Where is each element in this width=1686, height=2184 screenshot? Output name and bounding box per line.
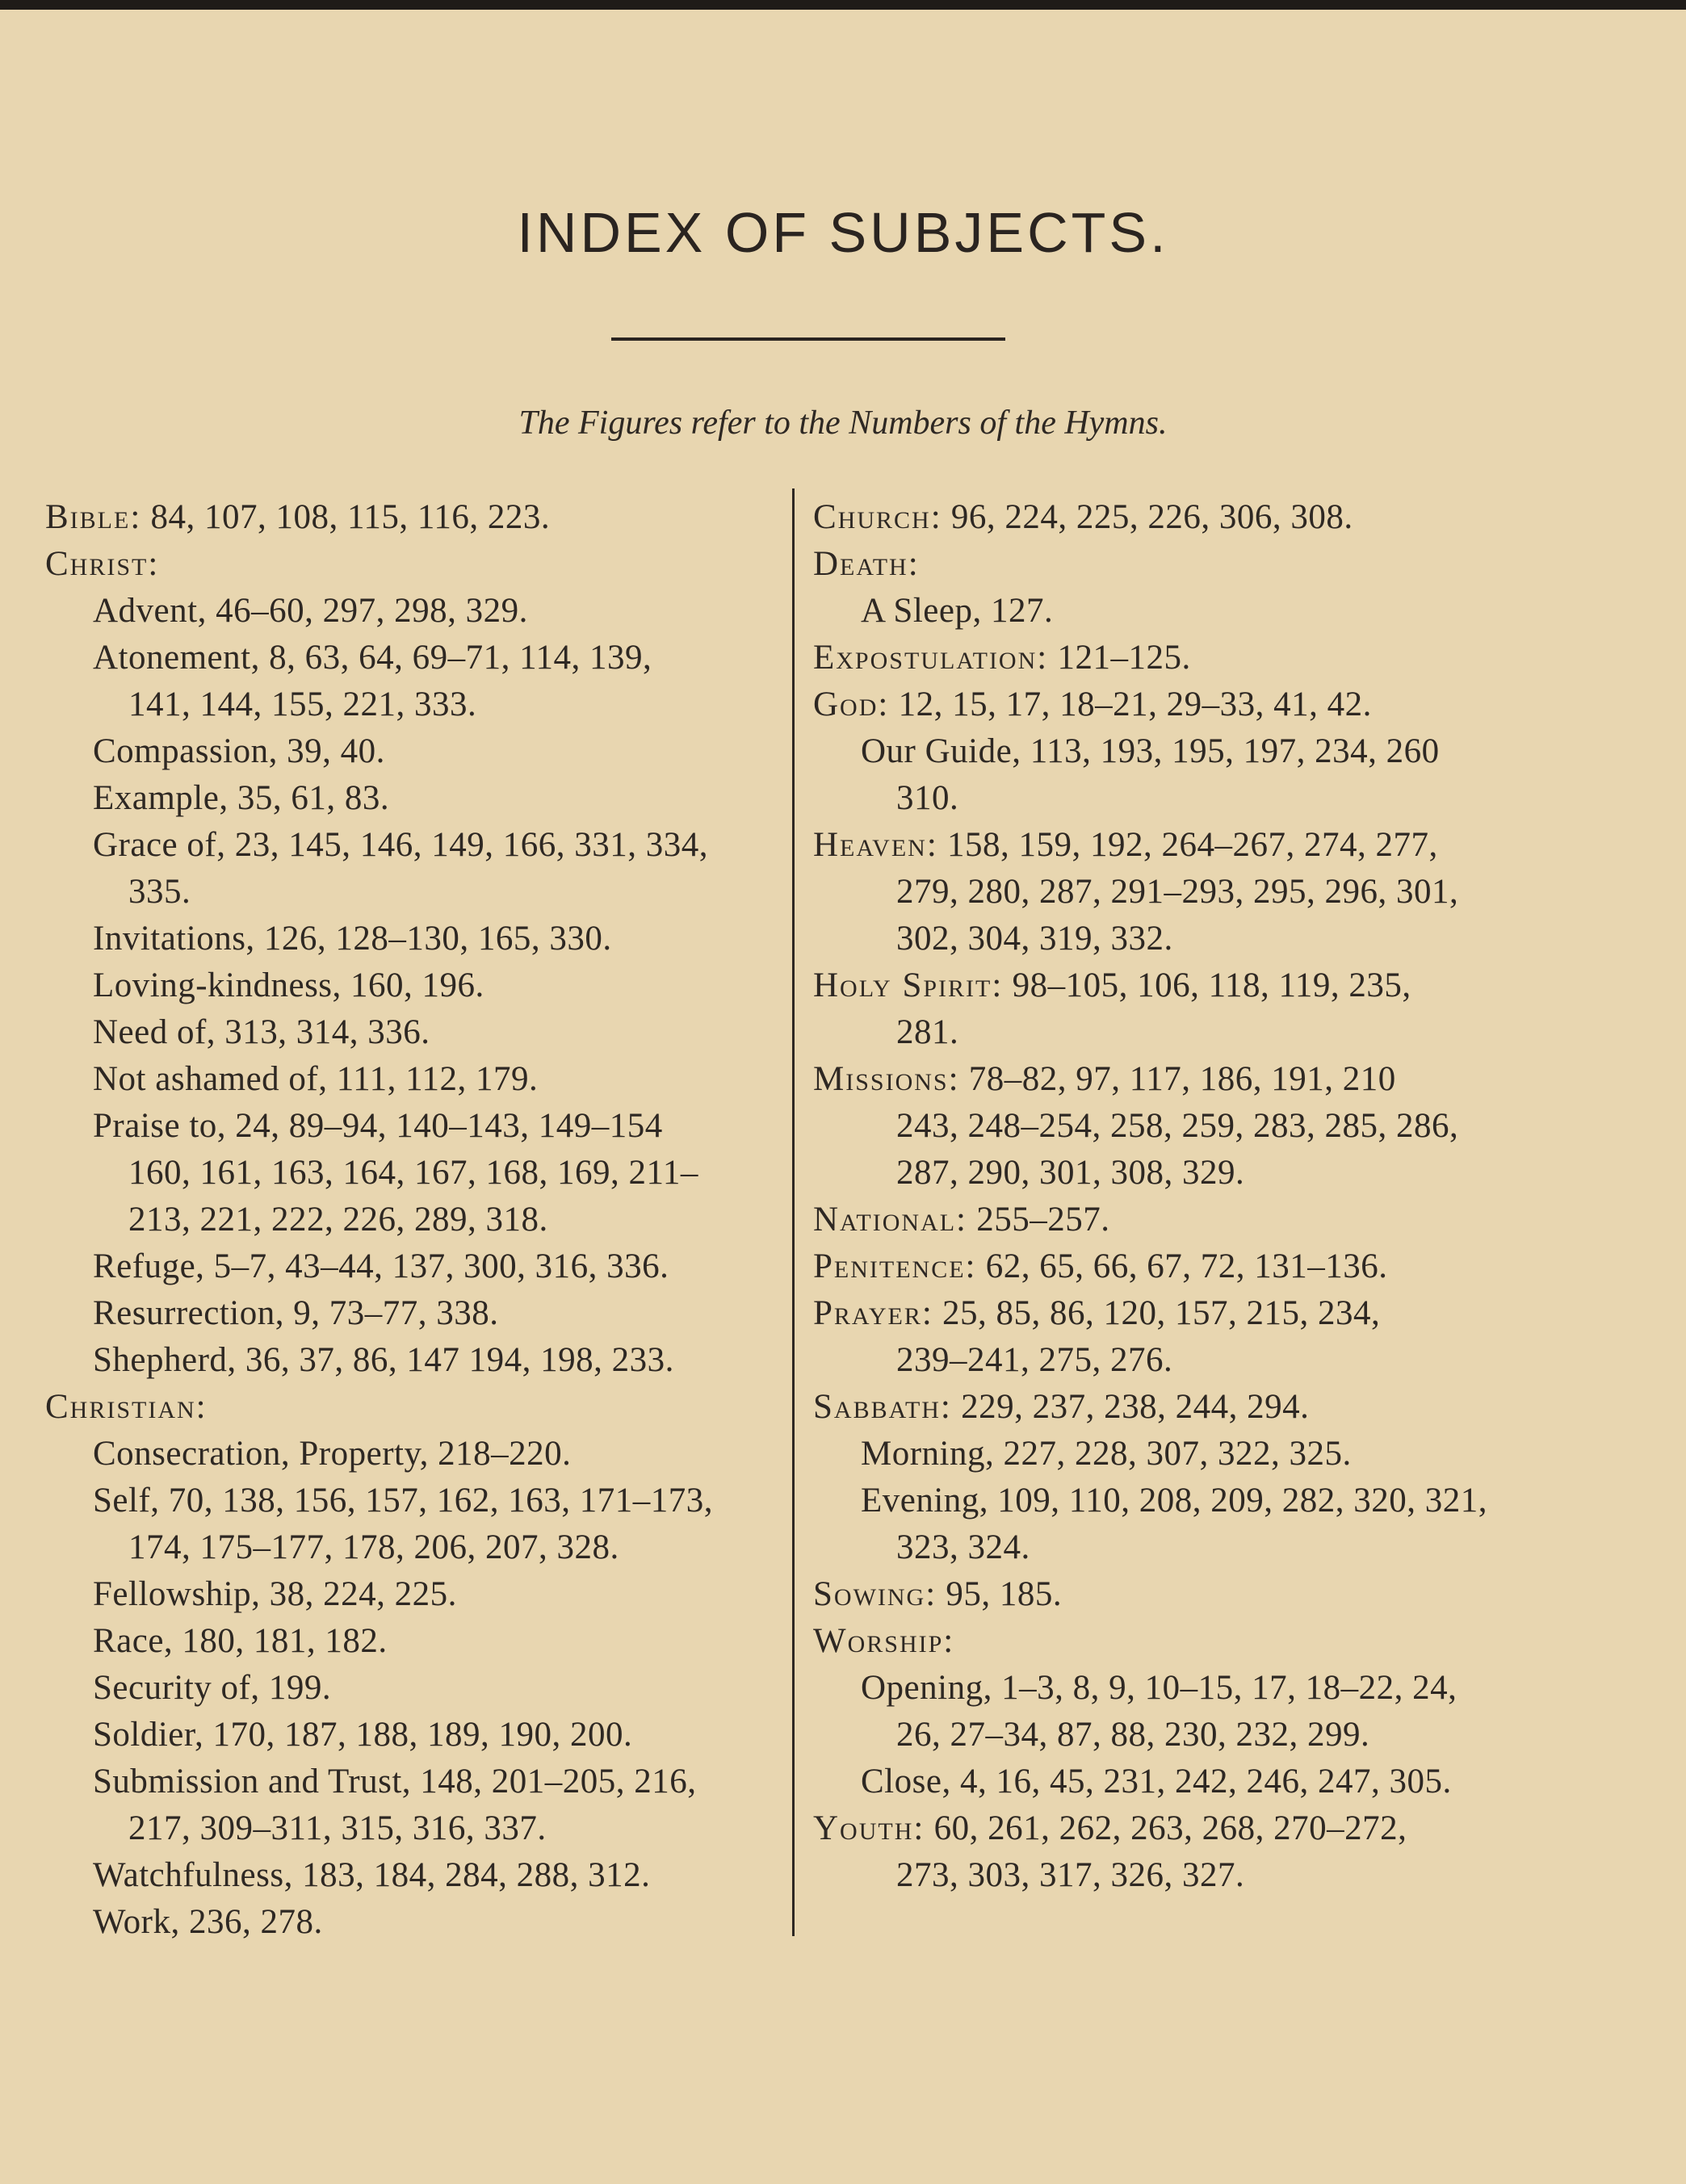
index-subentry (45, 1009, 788, 1056)
index-numbers: Watchfulness, 183, 184, 284, 288, 312. (93, 1856, 651, 1894)
index-numbers: Not ashamed of, 111, 112, 179. (93, 1060, 539, 1098)
index-numbers: 239–241, 275, 276. (896, 1341, 1173, 1379)
index-subentry (45, 869, 788, 916)
index-numbers: Need of, 313, 314, 336. (93, 1013, 430, 1051)
index-numbers: 158, 159, 192, 264–267, 274, 277, (937, 826, 1438, 864)
index-subentry (45, 1899, 788, 1946)
index-numbers: 84, 107, 108, 115, 116, 223. (141, 498, 551, 536)
index-subentry (813, 588, 1669, 635)
index-subentry (45, 1478, 788, 1524)
index-numbers: Submission and Trust, 148, 201–205, 216, (93, 1763, 697, 1800)
index-numbers: 60, 261, 262, 263, 268, 270–272, (925, 1809, 1407, 1847)
index-heading: Holy Spirit: (813, 966, 1004, 1004)
index-numbers: 62, 65, 66, 67, 72, 131–136. (976, 1247, 1388, 1285)
index-subentry (813, 1431, 1669, 1478)
index-heading: National: (813, 1201, 967, 1239)
index-entry (45, 494, 788, 541)
index-numbers: 121–125. (1048, 639, 1191, 677)
index-subentry (45, 1103, 788, 1150)
index-subentry (45, 962, 788, 1009)
index-heading: Heaven: (813, 826, 938, 864)
index-numbers: Resurrection, 9, 73–77, 338. (93, 1294, 499, 1332)
index-subentry (45, 635, 788, 681)
index-subentry (45, 1759, 788, 1805)
index-heading: God: (813, 685, 890, 723)
index-numbers: 323, 324. (896, 1528, 1030, 1566)
index-numbers: Security of, 199. (93, 1669, 332, 1707)
index-numbers: Compassion, 39, 40. (93, 732, 385, 770)
index-heading: Church: (813, 498, 942, 536)
index-subentry (813, 1337, 1669, 1384)
index-numbers: A Sleep, 127. (861, 592, 1054, 630)
index-subentry (45, 1056, 788, 1103)
index-numbers: Morning, 227, 228, 307, 322, 325. (861, 1435, 1352, 1473)
index-numbers: 12, 15, 17, 18–21, 29–33, 41, 42. (889, 685, 1372, 723)
index-entry (813, 1243, 1669, 1290)
index-subentry (813, 1524, 1669, 1571)
index-subentry (813, 916, 1669, 962)
index-numbers: Shepherd, 36, 37, 86, 147 194, 198, 233. (93, 1341, 674, 1379)
index-subentry (45, 1290, 788, 1337)
index-subentry (813, 869, 1669, 916)
index-entry (813, 1384, 1669, 1431)
index-subentry (813, 1712, 1669, 1759)
index-numbers: Example, 35, 61, 83. (93, 779, 390, 817)
index-numbers: 229, 237, 238, 244, 294. (951, 1388, 1310, 1426)
index-subentry (813, 1852, 1669, 1899)
index-entry (813, 681, 1669, 728)
index-numbers: Invitations, 126, 128–130, 165, 330. (93, 920, 612, 958)
index-numbers: 302, 304, 319, 332. (896, 920, 1173, 958)
index-subentry (45, 1618, 788, 1665)
index-numbers: Grace of, 23, 145, 146, 149, 166, 331, 334, (93, 826, 708, 864)
index-numbers: Praise to, 24, 89–94, 140–143, 149–154 (93, 1107, 663, 1145)
index-numbers: 273, 303, 317, 326, 327. (896, 1856, 1245, 1894)
index-entry (813, 541, 1669, 588)
index-heading: Worship: (813, 1622, 955, 1660)
index-numbers: 160, 161, 163, 164, 167, 168, 169, 211– (128, 1154, 698, 1192)
index-numbers: Self, 70, 138, 156, 157, 162, 163, 171–173, (93, 1482, 714, 1520)
index-numbers: 96, 224, 225, 226, 306, 308. (942, 498, 1353, 536)
index-numbers: Opening, 1–3, 8, 9, 10–15, 17, 18–22, 24, (861, 1669, 1457, 1707)
index-subentry (45, 1852, 788, 1899)
index-subentry (45, 1431, 788, 1478)
index-subentry (45, 1805, 788, 1852)
index-subentry (45, 588, 788, 635)
index-subentry (45, 1665, 788, 1712)
index-numbers: Evening, 109, 110, 208, 209, 282, 320, 321, (861, 1482, 1487, 1520)
column-divider (792, 488, 795, 1936)
index-subentry (813, 1759, 1669, 1805)
index-subentry (813, 1665, 1669, 1712)
index-subentry (45, 1712, 788, 1759)
page-title: INDEX OF SUBJECTS. (517, 201, 1169, 264)
index-subentry (45, 1337, 788, 1384)
index-numbers: 141, 144, 155, 221, 333. (128, 685, 477, 723)
index-heading: Penitence: (813, 1247, 977, 1285)
index-entry (813, 1290, 1669, 1337)
index-numbers: Work, 236, 278. (93, 1903, 323, 1941)
index-numbers: 279, 280, 287, 291–293, 295, 296, 301, (896, 873, 1459, 911)
index-numbers: 287, 290, 301, 308, 329. (896, 1154, 1245, 1192)
index-numbers: 78–82, 97, 117, 186, 191, 210 (959, 1060, 1396, 1098)
index-entry (813, 1056, 1669, 1103)
index-numbers: 310. (896, 779, 959, 817)
index-subentry (813, 1150, 1669, 1197)
index-heading: Sowing: (813, 1575, 937, 1613)
title-rule (611, 337, 1005, 341)
index-numbers: Our Guide, 113, 193, 195, 197, 234, 260 (861, 732, 1440, 770)
index-numbers: Advent, 46–60, 297, 298, 329. (93, 592, 528, 630)
page-top-edge (0, 0, 1686, 10)
index-subentry (45, 681, 788, 728)
index-subentry (45, 1571, 788, 1618)
index-numbers: Race, 180, 181, 182. (93, 1622, 388, 1660)
index-subentry (45, 822, 788, 869)
index-numbers: 243, 248–254, 258, 259, 283, 285, 286, (896, 1107, 1459, 1145)
index-subentry (813, 1009, 1669, 1056)
index-entry (45, 541, 788, 588)
index-subentry (45, 775, 788, 822)
index-numbers: 217, 309–311, 315, 316, 337. (128, 1809, 547, 1847)
index-numbers: 213, 221, 222, 226, 289, 318. (128, 1201, 548, 1239)
index-numbers: Refuge, 5–7, 43–44, 137, 300, 316, 336. (93, 1247, 669, 1285)
index-numbers: 255–257. (967, 1201, 1110, 1239)
index-numbers: 98–105, 106, 118, 119, 235, (1003, 966, 1411, 1004)
index-heading: Sabbath: (813, 1388, 952, 1426)
index-numbers: Close, 4, 16, 45, 231, 242, 246, 247, 305. (861, 1763, 1452, 1800)
index-heading: Youth: (813, 1809, 925, 1847)
index-entry (813, 494, 1669, 541)
index-numbers: 281. (896, 1013, 959, 1051)
index-subentry (45, 1150, 788, 1197)
index-entry (813, 1571, 1669, 1618)
index-heading: Expostulation: (813, 639, 1049, 677)
index-numbers: 25, 85, 86, 120, 157, 215, 234, (933, 1294, 1381, 1332)
index-numbers: Consecration, Property, 218–220. (93, 1435, 572, 1473)
index-subentry (45, 728, 788, 775)
index-entry (813, 962, 1669, 1009)
index-right-column (813, 494, 1669, 1899)
index-left-column (45, 494, 788, 1946)
index-subentry (45, 1524, 788, 1571)
index-subentry (45, 916, 788, 962)
index-numbers: 335. (128, 873, 191, 911)
index-heading: Prayer: (813, 1294, 933, 1332)
index-entry (813, 1805, 1669, 1852)
index-numbers: 174, 175–177, 178, 206, 207, 328. (128, 1528, 619, 1566)
index-heading: Bible: (45, 498, 142, 536)
index-heading: Christ: (45, 545, 160, 583)
index-numbers: Loving-kindness, 160, 196. (93, 966, 484, 1004)
index-numbers: 26, 27–34, 87, 88, 230, 232, 299. (896, 1716, 1370, 1754)
index-entry (813, 1197, 1669, 1243)
index-entry (813, 1618, 1669, 1665)
index-subentry (45, 1243, 788, 1290)
index-heading: Christian: (45, 1388, 208, 1426)
index-entry (813, 635, 1669, 681)
index-entry (45, 1384, 788, 1431)
index-subentry (45, 1197, 788, 1243)
index-heading: Missions: (813, 1060, 960, 1098)
index-heading: Death: (813, 545, 920, 583)
index-numbers: Atonement, 8, 63, 64, 69–71, 114, 139, (93, 639, 652, 677)
index-subentry (813, 728, 1669, 775)
index-subentry (813, 1478, 1669, 1524)
index-subentry (813, 1103, 1669, 1150)
index-numbers: Fellowship, 38, 224, 225. (93, 1575, 457, 1613)
index-numbers: Soldier, 170, 187, 188, 189, 190, 200. (93, 1716, 633, 1754)
index-subentry (813, 775, 1669, 822)
page-subtitle: The Figures refer to the Numbers of the Hymns. (518, 405, 1168, 442)
index-numbers: 95, 185. (937, 1575, 1063, 1613)
index-entry (813, 822, 1669, 869)
